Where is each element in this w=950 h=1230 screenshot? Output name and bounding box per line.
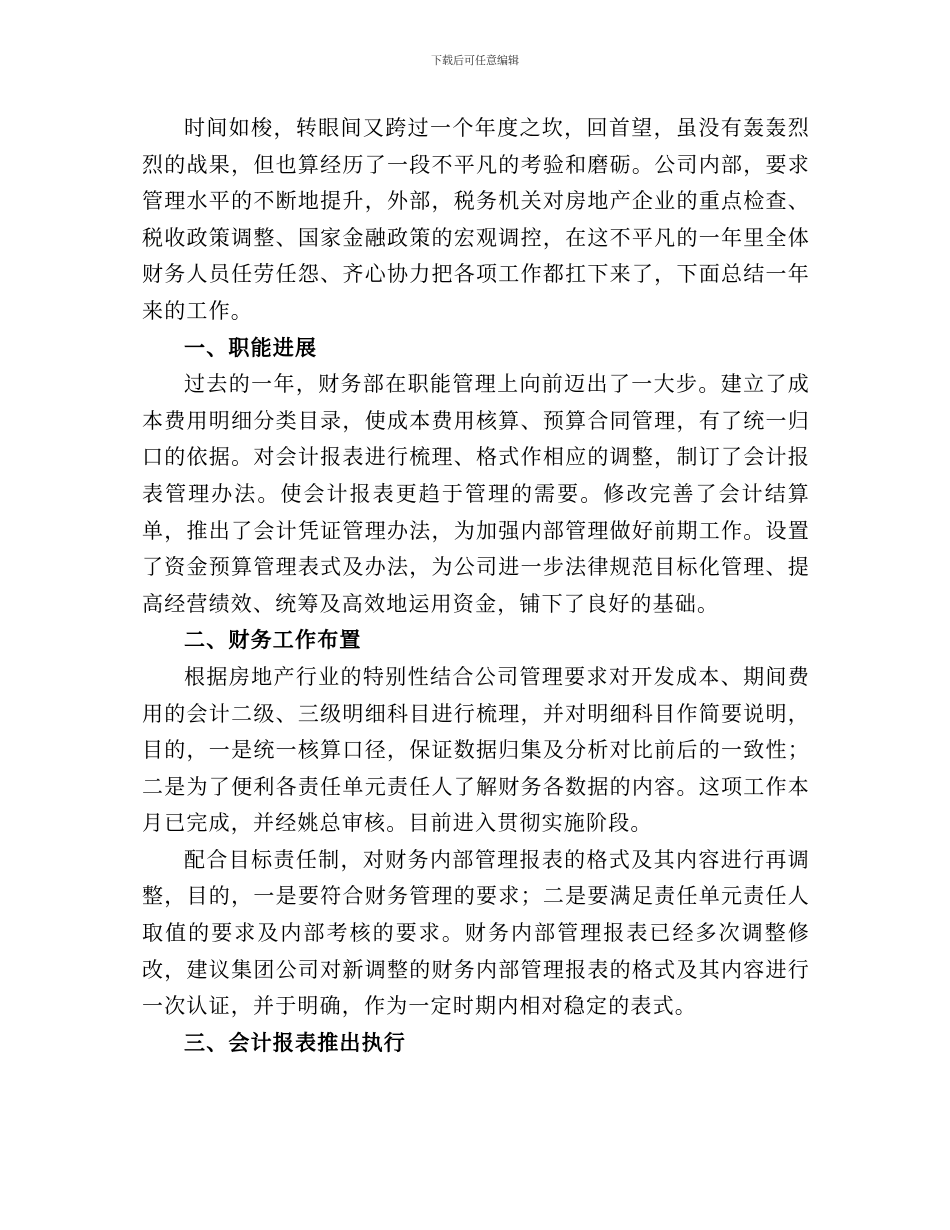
section-2-paragraph-1: 根据房地产行业的特别性结合公司管理要求对开发成本、期间费用的会计二级、三级明细科目进行梳理，并对明细科目作简要说明，目的，一是统一核算口径，保证数据归集及分析对比前后的一致性；二是为了便利各责任单元责任人了解财务各数据的内容。这项工作本月已完成，并经姚总审核。目前进入贯彻实施阶段。 (142, 664, 810, 836)
section-1-paragraph-1: 过去的一年，财务部在职能管理上向前迈出了一大步。建立了成本费用明细分类目录，使成本费用核算、预算合同管理，有了统一归口的依据。对会计报表进行梳理、格式作相应的调整，制订了会计报表管理办法。使会计报表更趋于管理的需要。修改完善了会计结算单，推出了会计凭证管理办法，为加强内部管理做好前期工作。设置了资金预算管理表式及办法，为公司进一步法律规范目标化管理、提高经营绩效、统筹及高效地运用资金，铺下了良好的基础。 (142, 372, 810, 616)
section-heading-2: 二、财务工作布置 (184, 627, 362, 653)
page-header: 下载后可任意编辑 (431, 54, 519, 67)
section-2-paragraph-2: 配合目标责任制，对财务内部管理报表的格式及其内容进行再调整，目的，一是要符合财务管理的要求；二是要满足责任单元责任人取值的要求及内部考核的要求。财务内部管理报表已经多次调整修改，建议集团公司对新调整的财务内部管理报表的格式及其内容进行一次认证，并于明确，作为一定时期内相对稳定的表式。 (142, 847, 810, 1019)
section-heading-1: 一、职能进展 (184, 334, 318, 360)
document-body (142, 110, 810, 1061)
intro-paragraph: 时间如梭，转眼间又跨过一个年度之坎，回首望，虽没有轰轰烈烈的战果，但也算经历了一段不平凡的考验和磨砺。公司内部，要求管理水平的不断地提升，外部，税务机关对房地产企业的重点检查、税收政策调整、国家金融政策的宏观调控，在这不平凡的一年里全体财务人员任劳任怨、齐心协力把各项工作都扛下来了，下面总结一年来的工作。 (142, 116, 810, 323)
section-heading-3: 三、会计报表推出执行 (184, 1029, 406, 1055)
